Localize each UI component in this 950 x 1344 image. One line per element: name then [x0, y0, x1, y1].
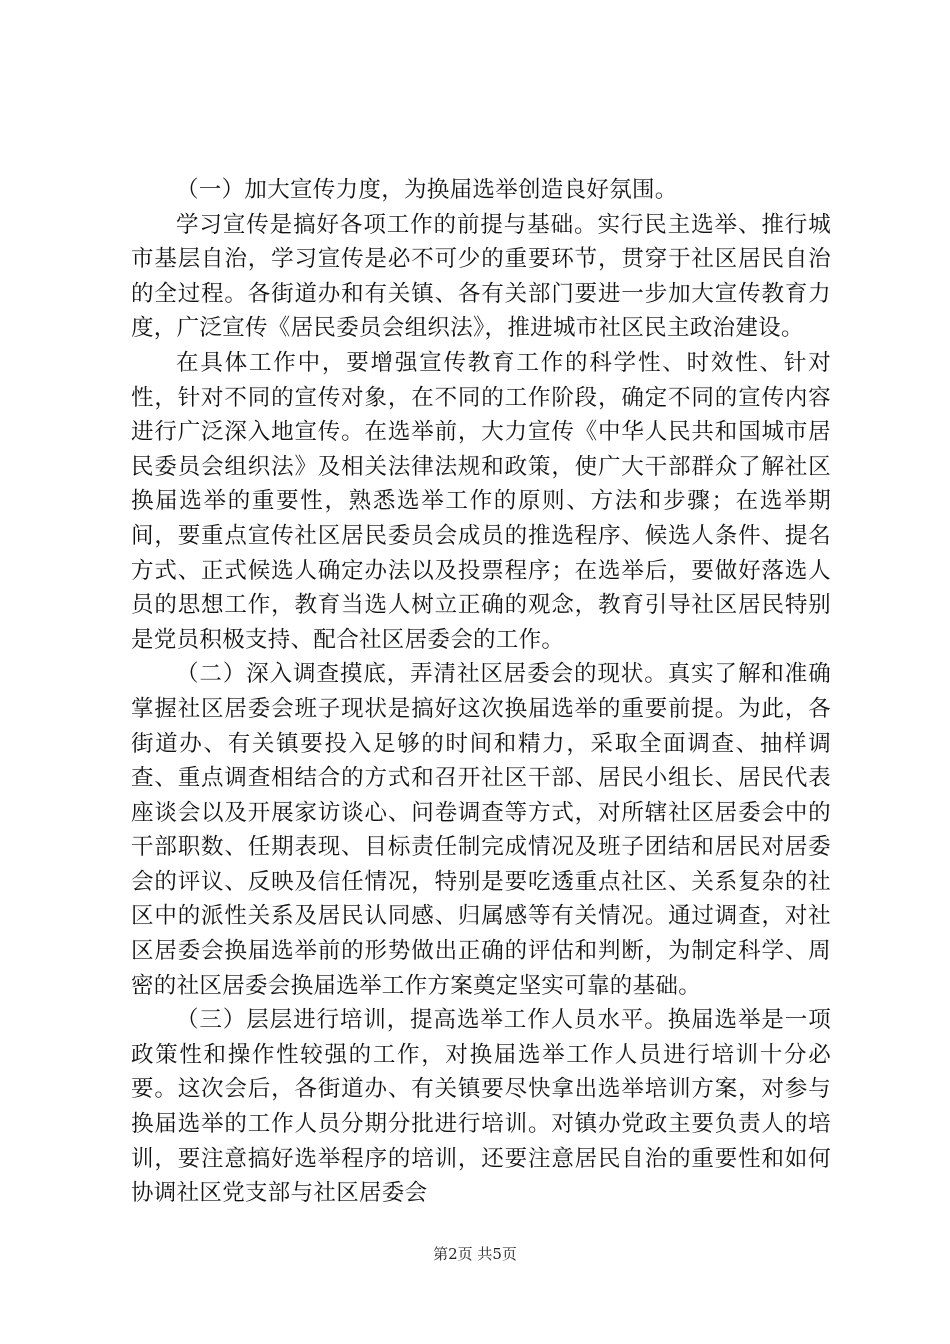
document-body [131, 173, 831, 1211]
page-footer [0, 1244, 950, 1264]
page-number-label: 第2页 共5页 [433, 1245, 517, 1263]
paragraph-section-three-training: （三）层层进行培训，提高选举工作人员水平。换届选举是一项政策性和操作性较强的工作，对换届选举工作人员进行培训十分必要。这次会后，各街道办、有关镇要尽快拿出选举培训方案，对参与换届选举的工作人员分期分批进行培训。对镇办党政主要负责人的培训，要注意搞好选举程序的培训，还要注意居民自治的重要性和如何协调社区党支部与社区居委会 [131, 1007, 831, 1207]
paragraph-section-two-survey: （二）深入调查摸底，弄清社区居委会的现状。真实了解和准确掌握社区居委会班子现状是搞好这次换届选举的重要前提。为此，各街道办、有关镇要投入足够的时间和精力，采取全面调查、抽样调查、重点调查相结合的方式和召开社区干部、居民小组长、居民代表座谈会以及开展家访谈心、问卷调查等方式，对所辖社区居委会中的干部职数、任期表现、目标责任制完成情况及班子团结和居民对居委会的评议、反映及信任情况，特别是要吃透重点社区、关系复杂的社区中的派性关系及居民认同感、归属感等有关情况。通过调查，对社区居委会换届选举前的形势做出正确的评估和判断，为制定科学、周密的社区居委会换届选举工作方案奠定坚实可靠的基础。 [131, 661, 831, 999]
paragraph-publicity-work: 在具体工作中，要增强宣传教育工作的科学性、时效性、针对性，针对不同的宣传对象，在不同的工作阶段，确定不同的宣传内容进行广泛深入地宣传。在选举前，大力宣传《中华人民共和国城市居民委员会组织法》及相关法律法规和政策，使广大干部群众了解社区换届选举的重要性，熟悉选举工作的原则、方法和步骤；在选举期间，要重点宣传社区居民委员会成员的推选程序、候选人条件、提名方式、正式候选人确定办法以及投票程序；在选举后，要做好落选人员的思想工作，教育当选人树立正确的观念，教育引导社区居民特别是党员积极支持、配合社区居委会的工作。 [131, 349, 831, 653]
paragraph-section-one-heading: （一）加大宣传力度，为换届选举创造良好氛围。 [176, 177, 678, 203]
paragraph-publicity-basis: 学习宣传是搞好各项工作的前提与基础。实行民主选举、推行城市基层自治，学习宣传是必不可少的重要环节，贯穿于社区居民自治的全过程。各街道办和有关镇、各有关部门要进一步加大宣传教育力度，广泛宣传《居民委员会组织法》，推进城市社区民主政治建设。 [131, 211, 831, 342]
